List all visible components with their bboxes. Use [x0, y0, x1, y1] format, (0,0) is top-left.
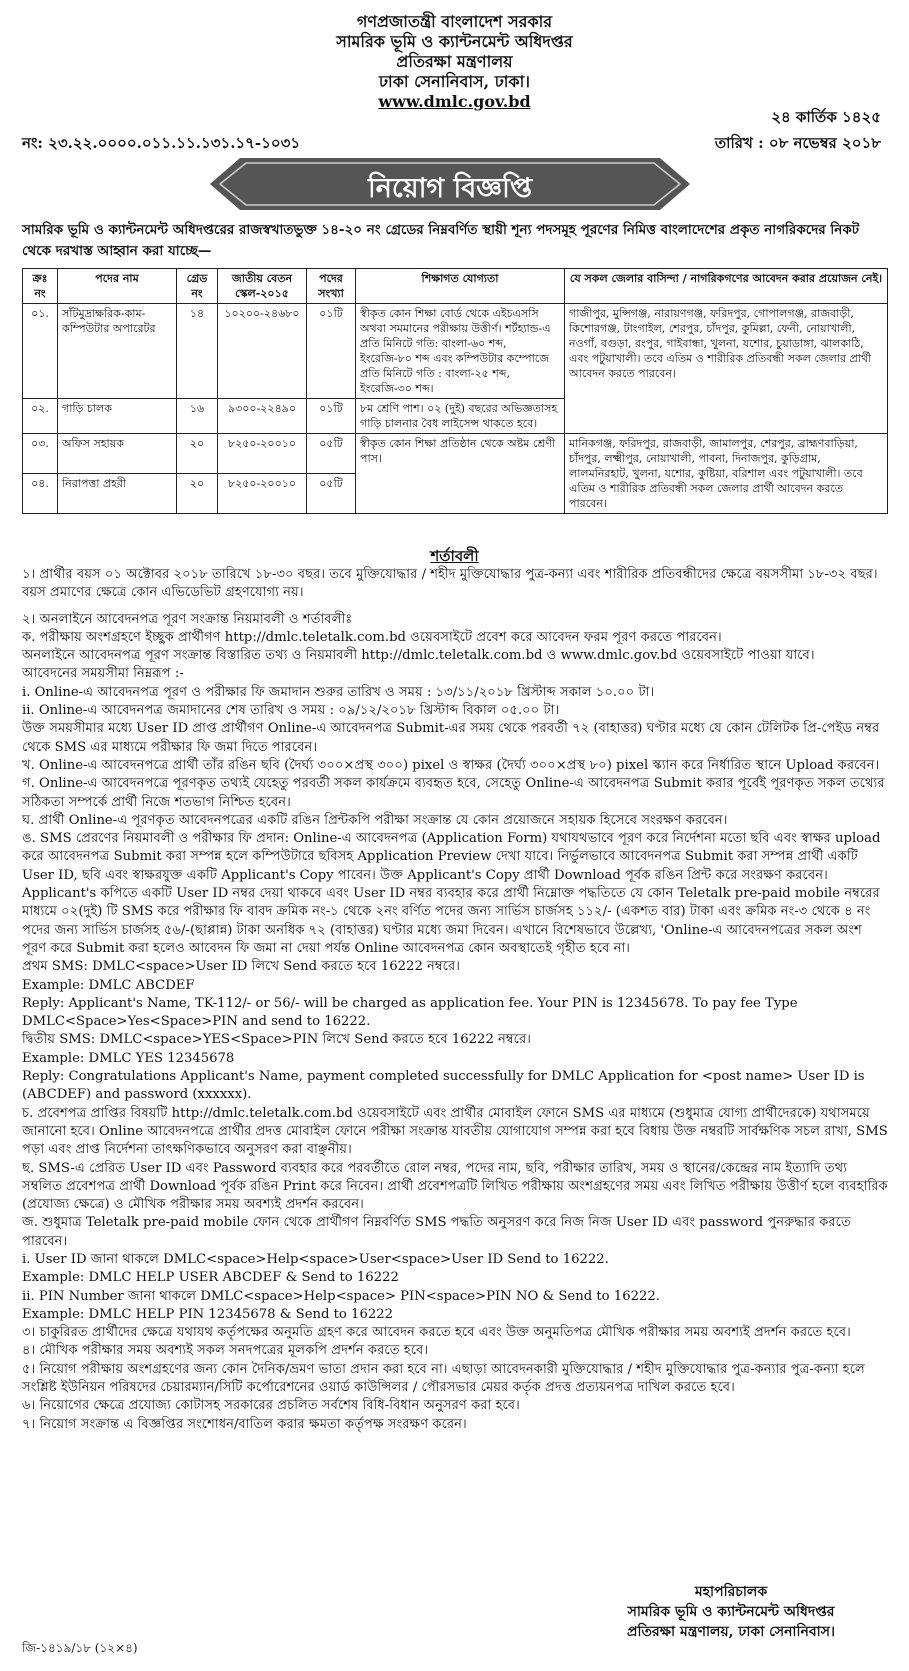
signatory-ministry: প্রতিরক্ষা মন্ত্রণালয়, ঢাকা সেনানিবাস। [627, 1624, 835, 1640]
header-line-1: গণপ্রজাতন্ত্রী বাংলাদেশ সরকার [356, 12, 553, 31]
terms-paragraph: দ্বিতীয় SMS: DMLC<space>YES<Space>PIN লিখে Send করতে হবে 16222 নম্বরে। [22, 1032, 531, 1048]
terms-paragraph: গ. Online-এ আবেদনপত্রে পূরণকৃত তথ্যই যেহেতু পরবর্তী সকল কার্যক্রমে ব্যবহৃত হবে, সেহেতু Online-এ আবেদনপত্র Submit করার পূর্বেই পূরণকৃত সকল তথ্যের সঠিকতা সম্পর্কে প্রার্থী নিজে শতভাগ নিশ্চিত হবেন। [22, 776, 885, 810]
header-line-4: ঢাকা সেনানিবাস, ঢাকা। [379, 72, 530, 91]
terms-paragraph: ক. পরীক্ষায় অংশগ্রহণে ইচ্ছুক প্রার্থীগণ http://dmlc.teletalk.com.bd ওয়েবসাইটে প্রবেশ করে আবেদন ফরম পূরণ করতে পারবেন। [22, 629, 722, 645]
terms-paragraph: জ. শুধুমাত্র Teletalk pre-paid mobile ফোন থেকে প্রার্থীগণ নিম্নবর্ণিত SMS পদ্ধতি অনুসরণ করে নিজ নিজ User ID এবং password পুনরুদ্ধার করতে পারবেন। [22, 1215, 851, 1249]
terms-paragraph: ঘ. প্রার্থী Online-এ পূরণকৃত আবেদনপত্রের একটি রঙিন প্রিন্টকপি পরীক্ষা সংক্রান্ত যে কোন প্রয়োজনে সহায়ক হিসেবে সংরক্ষণ করবেন। [22, 812, 728, 828]
terms-paragraph: ii. PIN Number জানা থাকলে DMLC<space>Help<space> PIN<space>PIN NO & Send to 16222. [22, 1288, 660, 1304]
terms-paragraph: i. User ID জানা থাকলে DMLC<space>Help<space>User<space>User ID Send to 16222. [22, 1251, 609, 1267]
cell-serial: ০৪. [23, 474, 58, 514]
table-row [23, 304, 888, 399]
memo-number: নং: ২৩.২২.০০০০.০১১.১১.১৩১.১৭-১০৩১ [22, 134, 301, 152]
cell-grade: ২০ [177, 474, 218, 514]
col-excluded-districts: যে সকল জেলার বাসিন্দা / নাগরিকগণের আবেদন করার প্রয়োজন নেই। [565, 269, 888, 304]
signature-block [581, 1582, 881, 1642]
cell-grade: ১৬ [177, 399, 218, 434]
terms-paragraph: Reply: Congratulations Applicant's Name, payment completed successfully for DMLC Application for <post name> User ID is (ABCDEF) and password (xxxxxx). [22, 1069, 865, 1103]
cell-qualification: স্বীকৃত কোন শিক্ষা প্রতিষ্ঠান থেকে অষ্টম শ্রেণী পাস। [356, 434, 565, 514]
cell-serial: ০৩. [23, 434, 58, 474]
cell-post-name: নিরাপত্তা প্রহরী [58, 474, 177, 514]
cell-post-count: ০৫টি [307, 474, 356, 514]
intro-paragraph: সামরিক ভূমি ও ক্যান্টনমেন্ট অধিদপ্তরের রাজস্বখাতভুক্ত ১৪-২০ নং গ্রেডের নিম্নবর্ণিত স্থায়ী শূন্য পদসমূহ পূরণের নিমিত্ত বাংলাদেশের প্রকৃত নাগরিকদের নিকট থেকে দরখাস্ত আহ্বান করা যাচ্ছে— [22, 222, 860, 259]
cell-grade: ২০ [177, 434, 218, 474]
cell-post-count: ০৫টি [307, 434, 356, 474]
terms-paragraph: চ. প্রবেশপত্র প্রাপ্তির বিষয়টি http://dmlc.teletalk.com.bd ওয়েবসাইটে এবং প্রার্থীর মোবাইল ফোনে SMS এর মাধ্যমে (শুধুমাত্র যোগ্য প্রার্থীদেরকে) যথাসময়ে জানানো হবে। Online আবেদনপত্রে প্রার্থীর প্রদত্ত মোবাইল ফোনে পরীক্ষা সংক্রান্ত যাবতীয় যোগাযোগ সম্পন্ন করা হবে বিধায় উক্ত নম্বরটি সার্বক্ষণিক সচল রাখা, SMS পড়া এবং প্রাপ্ত নির্দেশনা তাৎক্ষণিকভাবে অনুসরণ করা বাঞ্ছনীয়। [22, 1105, 888, 1158]
terms-paragraph: ২। অনলাইনে আবেদনপত্র পূরণ সংক্রান্ত নিয়মাবলী ও শর্তাবলীঃ [22, 611, 353, 627]
terms-paragraph: Example: DMLC HELP USER ABCDEF & Send to 16222 [22, 1270, 399, 1286]
signatory-title: মহাপরিচালক [694, 1584, 768, 1600]
col-serial: ক্রঃ নং [23, 269, 58, 304]
office-header [0, 12, 909, 112]
col-post-count: পদের সংখ্যা [307, 269, 356, 304]
terms-paragraph: খ. Online-এ আবেদনপত্রে প্রার্থী তাঁর রঙিন ছবি (দৈর্ঘ্য ৩০০×প্রস্থ ৩০০) pixel ও স্বাক্ষর (দৈর্ঘ্য ৩০০×প্রস্থ ৮০) pixel স্ক্যান করে নির্ধারিত স্থানে Upload করবেন। [22, 757, 880, 773]
cell-post-name: অফিস সহায়ক [58, 434, 177, 474]
terms-paragraph: i. Online-এ আবেদনপত্র পূরণ ও পরীক্ষার ফি জমাদান শুরুর তারিখ ও সময় : ১৩/১১/২০১৮ খ্রিস্টাব্দ সকাল ১০.০০ টা। [22, 684, 655, 700]
cell-pay-scale: ৮২৫০-২০০১০ [218, 474, 307, 514]
banner-title: নিয়োগ বিজ্ঞপ্তি [367, 173, 533, 204]
cell-post-name: সাঁটমুদ্রাক্ষরিক-কাম-কম্পিউটার অপারেটর [58, 304, 177, 399]
terms-paragraph: প্রথম SMS: DMLC<space>User ID লিখে Send করতে হবে 16222 নম্বরে। [22, 959, 460, 975]
terms-paragraph: ঙ. SMS প্রেরণের নিয়মাবলী ও পরীক্ষার ফি প্রদান: Online-এ আবেদনপত্র (Application Form) যথাযথভাবে পূরণ করে নির্দেশনা মতো ছবি এবং স্বাক্ষর upload করে আবেদনপত্র Submit করা সম্পন্ন হলে কম্পিউটারে ছবিসহ Application Preview দেখা যাবে। নির্ভুলভাবে আবেদনপত্র Submit করা সম্পন্ন প্রার্থী একটি User ID, ছবি এবং স্বাক্ষরযুক্ত একটি Applicant's Copy পাবেন। উক্ত Applicant's Copy প্রার্থী Download পূর্বক রঙিন প্রিন্ট করে সংরক্ষণ করবেন। Applicant's কপিতে একটি User ID নম্বর দেয়া থাকবে এবং User ID নম্বর ব্যবহার করে প্রার্থী নিম্নোক্ত পদ্ধতিতে যে কোন Teletalk pre-paid mobile নম্বরের মাধ্যমে ০২(দুই) টি SMS করে পরীক্ষার ফি বাবদ ক্রমিক নং-১ থেকে ২নং বর্ণিত পদের জন্য সার্ভিস চার্জসহ ১১২/- (একশত বার) টাকা এবং ক্রমিক নং-৩ থেকে ৪ নং পদের জন্য সার্ভিস চার্জসহ ৫৬/-(ছাপ্পান্ন) টাকা অনধিক ৭২ (বাহাত্তর) ঘণ্টার মধ্যে জমা দিবেন। এখানে বিশেষভাবে উল্লেখ্য, 'Online-এ আবেদনপত্রের সকল অংশ পূরণ করে Submit করা হলেও আবেদন ফি জমা না দেয়া পর্যন্ত Online আবেদনপত্র কোন অবস্থাতেই গৃহীত হবে না। [22, 831, 881, 956]
table-header-row [23, 269, 888, 304]
terms-paragraph: ৫। নিয়োগ পরীক্ষায় অংশগ্রহণের জন্য কোন দৈনিক/ভ্রমণ ভাতা প্রদান করা হবে না। এছাড়া আবেদনকারী মুক্তিযোদ্ধার / শহীদ মুক্তিযোদ্ধার পুত্র-কন্যার পুত্র-কন্যা হলে সংশ্লিষ্ট ইউনিয়ন পরিষদের চেয়ারম্যান/সিটি কর্পোরেশনের ওয়ার্ড কাউন্সিলর / পৌরসভার মেয়র কর্তৃক প্রদত্ত প্রত্যয়নপত্র দাখিল করতে হবে। [22, 1361, 865, 1396]
terms-paragraph: Example: DMLC YES 12345678 [22, 1050, 235, 1066]
header-website[interactable]: www.dmlc.gov.bd [378, 92, 531, 111]
col-post-name: পদের নাম [58, 269, 177, 304]
cell-excluded-districts-1: গাজীপুর, মুন্সিগঞ্জ, নারায়ণগঞ্জ, ফরিদপুর, গোপালগঞ্জ, রাজবাড়ী, কিশোরগঞ্জ, টাংগাইল, শেরপুর, চাঁদপুর, কুমিল্লা, ফেনী, নোয়াখালী, নওগাঁ, বগুড়া, রংপুর, গাইবান্ধা, খুলনা, যশোর, চুয়াডাঙ্গা, ঝালকাঠি, এবং পটুয়াখালী। তবে এতিম ও শারীরিক প্রতিবন্ধী সকল জেলার প্রার্থী আবেদন করতে পারবেন। [565, 304, 888, 434]
col-grade: গ্রেড নং [177, 269, 218, 304]
signatory-office: সামরিক ভূমি ও ক্যান্টনমেন্ট অধিদপ্তর [627, 1604, 835, 1620]
terms-paragraph: ৩। চাকুরিরত প্রার্থীদের ক্ষেত্রে যথাযথ কর্তৃপক্ষের অনুমতি গ্রহণ করে আবেদন করতে হবে এবং উক্ত অনুমতিপত্র মৌখিক পরীক্ষার সময় অবশ্যই প্রদর্শন করতে হবে। [22, 1325, 851, 1341]
terms-paragraph: Example: DMLC HELP PIN 12345678 & Send to 16222 [22, 1306, 394, 1322]
cell-grade: ১৪ [177, 304, 218, 399]
cell-serial: ০১. [23, 304, 58, 399]
header-line-2: সামরিক ভূমি ও ক্যান্টনমেন্ট অধিদপ্তর [336, 32, 573, 51]
terms-paragraph: ১। প্রার্থীর বয়স ০১ অক্টোবর ২০১৮ তারিখে ১৮-৩০ বছর। তবে মুক্তিযোদ্ধার / শহীদ মুক্তিযোদ্ধার পুত্র-কন্যা এবং শারীরিক প্রতিবন্ধীদের ক্ষেত্রে বয়সসীমা ১৮-৩২ বছর। বয়স প্রমাণের ক্ষেত্রে কোন এভিডেভিট গ্রহণযোগ্য নয়। [22, 567, 878, 601]
date-gregorian: তারিখ : ০৮ নভেম্বর ২০১৮ [714, 134, 881, 152]
cell-qualification: স্বীকৃত কোন শিক্ষা বোর্ড থেকে এইচএসসি অথবা সমমানের পরীক্ষায় উত্তীর্ণ। শর্টহ্যান্ড-এ প্রতি মিনিটে গতি: বাংলা-৬০ শব্দ, ইংরেজি-৮০ শব্দ এবং কম্পিউটার কম্পোজে প্রতি মিনিটে গতি : বাংলা-২৫ শব্দ, ইংরেজি-৩০ শব্দ। [356, 304, 565, 399]
posts-table [22, 268, 888, 514]
col-qualification: শিক্ষাগত যোগ্যতা [356, 269, 565, 304]
terms-paragraph: Reply: Applicant's Name, TK-112/- or 56/- will be charged as application fee. Your PIN is 12345678. To pay fee Type DMLC<Space>Yes<Space>PIN and send to 16222. [22, 995, 798, 1030]
cell-pay-scale: ৮২৫০-২০০১০ [218, 434, 307, 474]
table-row [23, 434, 888, 474]
terms-paragraph: ii. Online-এ আবেদনপত্র জমাদানের শেষ তারিখ ও সময় : ০৯/১২/২০১৮ খ্রিস্টাব্দ বিকাল ০৫.০০ টা। [22, 703, 560, 719]
terms-paragraph: ৬। নিয়োগের ক্ষেত্রে প্রযোজ্য কোটাসহ সরকারের প্রচলিত সর্বশেষ বিধি-বিধান অনুসরণ করা হবে। [22, 1398, 520, 1414]
terms-heading: শর্তাবলী [430, 547, 479, 565]
header-line-3: প্রতিরক্ষা মন্ত্রণালয় [396, 52, 513, 71]
terms-paragraph: ৪। মৌখিক পরীক্ষার সময় অবশ্যই সকল সনদপত্রের মূলকপি প্রদর্শন করতে হবে। [22, 1343, 429, 1359]
terms-paragraph: উক্ত সময়সীমার মধ্যে User ID প্রাপ্ত প্রার্থীগণ Online-এ আবেদনপত্র Submit-এর সময় থেকে পরবর্তী ৭২ (বাহাত্তর) ঘণ্টার মধ্যে যে কোন টেলিটক প্রি-পেইড নম্বর থেকে SMS এর মাধ্যমে পরীক্ষার ফি জমা দিতে পারবেন। [22, 721, 880, 755]
cell-serial: ০২. [23, 399, 58, 434]
print-code: জি-১৪১৯/১৮ (১২×৪) [22, 1641, 138, 1655]
cell-pay-scale: ১০২০০-২৪৬৮০ [218, 304, 307, 399]
cell-post-name: গাড়ি চালক [58, 399, 177, 434]
cell-qualification: ৮ম শ্রেণি পাশ। ০২ (দুই) বছরের অভিজ্ঞতাসহ গাড়ি চালনার বৈধ লাইসেন্স থাকতে হবে। [356, 399, 565, 434]
cell-post-count: ০১টি [307, 304, 356, 399]
cell-post-count: ০১টি [307, 399, 356, 434]
terms-paragraph: ছ. SMS-এ প্রেরিত User ID এবং Password ব্যবহার করে পরবর্তীতে রোল নম্বর, পদের নাম, ছবি, পরীক্ষার তারিখ, সময় ও স্থানের/কেন্দ্রের নাম ইত্যাদি তথ্য সম্বলিত প্রবেশপত্র প্রার্থী Download পূর্বক রঙিন Print করে নিবেন। প্রার্থী প্রবেশপত্রটি লিখিত পরীক্ষায় অংশগ্রহণের সময় এবং লিখিত পরীক্ষায় উত্তীর্ণ হলে ব্যবহারিক (প্রযোজ্য ক্ষেত্রে) ও মৌখিক পরীক্ষার সময় অবশ্যই প্রদর্শন করবেন। [22, 1160, 888, 1213]
col-pay-scale: জাতীয় বেতন স্কেল-২০১৫ [218, 269, 307, 304]
cell-excluded-districts-2: মানিকগঞ্জ, ফরিদপুর, রাজবাড়ী, জামালপুর, শেরপুর, ব্রাহ্মণবাড়িয়া, চাঁদপুর, লক্ষ্মীপুর, নোয়াখালী, পাবনা, দিনাজপুর, কুড়িগ্রাম, লালমনিরহাট, খুলনা, যশোর, কুষ্টিয়া, বরিশাল এবং পটুয়াখালী। তবে এতিম ও শারীরিক প্রতিবন্ধী সকল জেলার প্রার্থী আবেদন করতে পারবেন। [565, 434, 888, 514]
date-bangla: ২৪ কার্তিক ১৪২৫ [771, 108, 881, 126]
terms-paragraph: ৭। নিয়োগ সংক্রান্ত এ বিজ্ঞপ্তির সংশোধন/বাতিল করার ক্ষমতা কর্তৃপক্ষ সংরক্ষণ করেন। [22, 1416, 467, 1432]
terms-body [22, 566, 888, 1434]
cell-pay-scale: ৯৩০০-২২৪৯০ [218, 399, 307, 434]
terms-paragraph: আবেদনের সময়সীমা নিম্নরূপ :- [22, 666, 184, 682]
paragraph-gap [22, 603, 888, 611]
terms-paragraph: অনলাইনে আবেদনপত্র পূরণ সংক্রান্ত বিস্তারিত তথ্য ও নিয়মাবলী http://dmlc.teletalk.com.bd ও www.dmlc.gov.bd ওয়েবসাইটে পাওয়া যাবে। [22, 648, 815, 664]
terms-paragraph: Example: DMLC ABCDEF [22, 977, 195, 993]
